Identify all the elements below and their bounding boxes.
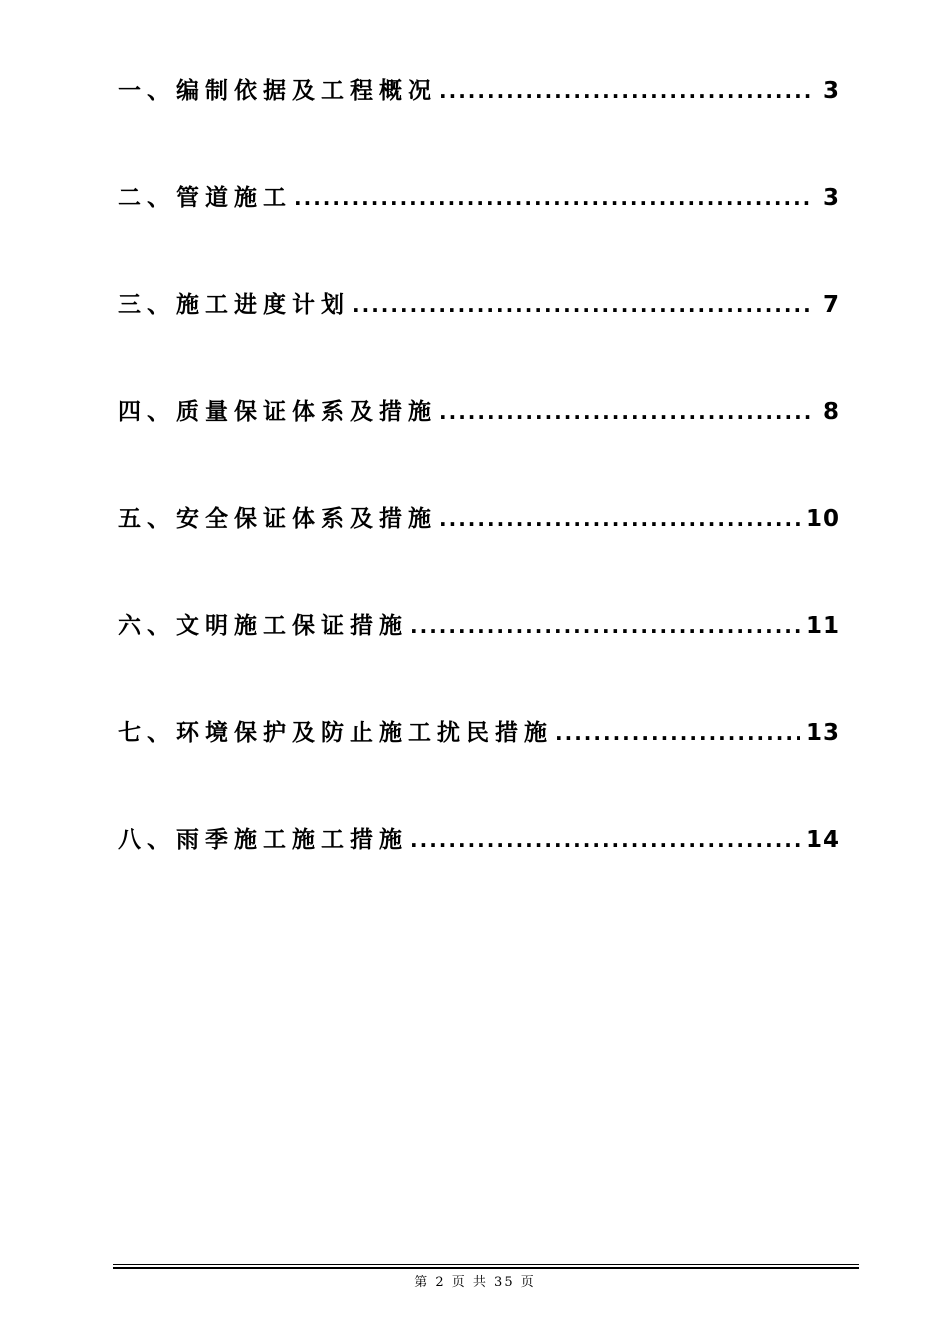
toc-entry-title: 七、环境保护及防止施工扰民措施 — [118, 720, 553, 746]
toc-dot-leader — [555, 712, 800, 754]
toc-entry[interactable] — [118, 177, 840, 284]
toc-entry[interactable] — [118, 391, 840, 498]
toc-entry-page-number: 3 — [822, 185, 840, 211]
toc-entry-page-number: 10 — [805, 506, 840, 532]
footer-divider — [113, 1264, 859, 1269]
toc-dot-leader — [294, 177, 814, 219]
toc-entry-page-number: 8 — [822, 399, 840, 425]
toc-dot-leader — [439, 70, 814, 112]
toc-entry-title: 一、编制依据及工程概况 — [118, 78, 437, 104]
toc-entry-title: 二、管道施工 — [118, 185, 292, 211]
toc-entry[interactable] — [118, 819, 840, 926]
toc-entry[interactable] — [118, 498, 840, 605]
toc-entry[interactable] — [118, 284, 840, 391]
toc-entry-page-number: 11 — [805, 613, 840, 639]
toc-entry-page-number: 13 — [805, 720, 840, 746]
toc-entry[interactable] — [118, 70, 840, 177]
toc-dot-leader — [352, 284, 814, 326]
table-of-contents — [118, 70, 840, 926]
toc-entry[interactable] — [118, 605, 840, 712]
toc-dot-leader — [410, 819, 800, 861]
toc-entry-title: 四、质量保证体系及措施 — [118, 399, 437, 425]
toc-entry-title: 八、雨季施工施工措施 — [118, 827, 408, 853]
toc-dot-leader — [439, 498, 800, 540]
toc-dot-leader — [439, 391, 814, 433]
toc-entry-page-number: 3 — [822, 78, 840, 104]
toc-entry-title: 三、施工进度计划 — [118, 292, 350, 318]
toc-entry[interactable] — [118, 712, 840, 819]
footer-page-info: 第 2 页 共 35 页 — [414, 1275, 536, 1290]
toc-entry-page-number: 7 — [822, 292, 840, 318]
toc-dot-leader — [410, 605, 800, 647]
toc-entry-title: 六、文明施工保证措施 — [118, 613, 408, 639]
toc-entry-page-number: 14 — [805, 827, 840, 853]
toc-entry-title: 五、安全保证体系及措施 — [118, 506, 437, 532]
